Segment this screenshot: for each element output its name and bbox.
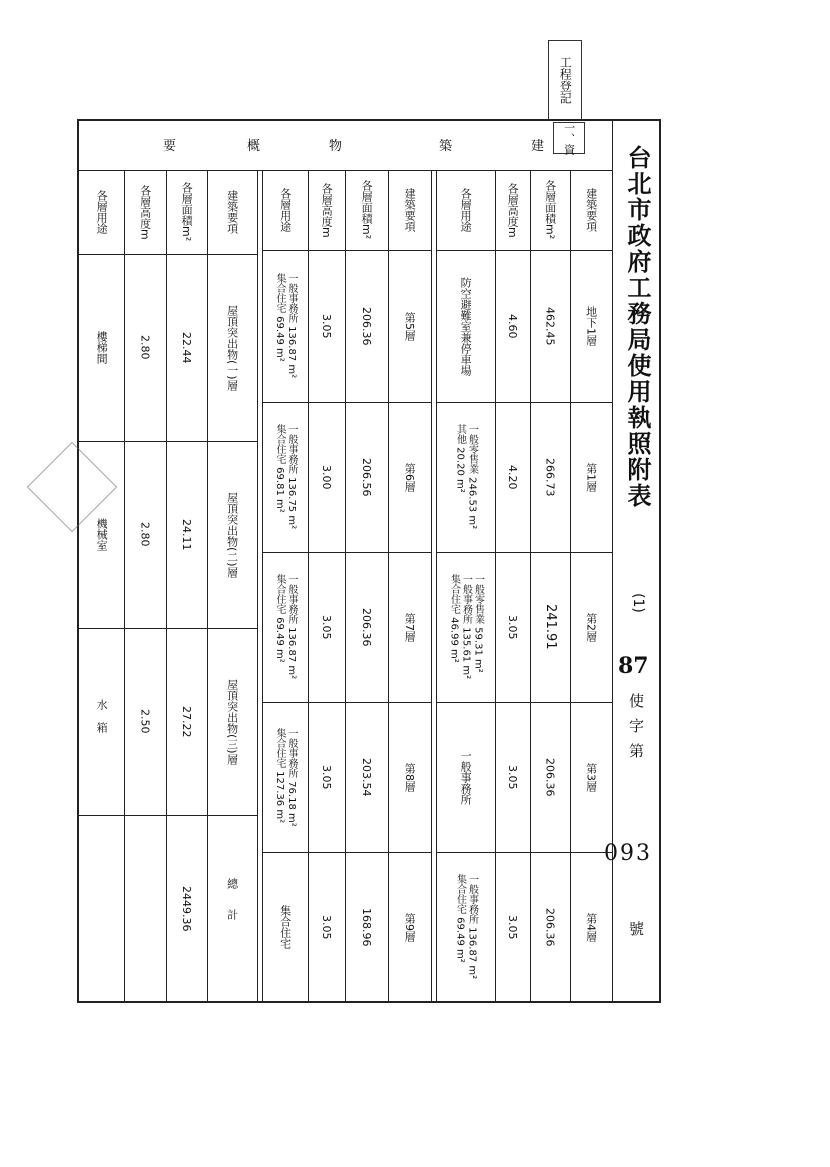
table1-area: 462.45 — [543, 306, 557, 346]
table3-use — [80, 816, 123, 1001]
side-label-char: 要 — [163, 139, 177, 154]
table3-use: 樓梯間 — [95, 331, 109, 364]
table3-area: 22.44 — [180, 331, 194, 364]
table2-label-area: 各層面積m² — [360, 180, 374, 240]
table2-item: 第7層 — [403, 612, 417, 642]
table2-item: 第5層 — [403, 311, 417, 341]
table1-area: 206.36 — [543, 757, 557, 797]
table1-use: 一般事務所 136.87 m² 集合住宅 69.49 m² — [454, 874, 478, 980]
table1-item: 第2層 — [584, 612, 598, 642]
table2-height: 3.05 — [320, 313, 334, 339]
sheet-number: (1) — [629, 593, 646, 613]
table3-item: 屋頂突出物(二)層 — [225, 491, 239, 578]
table1-use: 防空避難室兼停車場 — [459, 276, 473, 376]
table2-area: 206.36 — [360, 607, 374, 647]
table1-item: 第3層 — [584, 762, 598, 792]
side-label-char: 建 — [531, 139, 545, 154]
side-label-char: 概 — [247, 139, 261, 154]
registration-stamp-text: 工程登記 — [558, 56, 573, 104]
table3-item: 屋頂突出物(三)層 — [225, 678, 239, 765]
category-stamp-text: 一、資 — [562, 121, 576, 155]
title-strip — [604, 121, 660, 1001]
table3-area: 2449.36 — [180, 885, 194, 932]
table1-area: 206.36 — [543, 907, 557, 947]
table3-use: 機械室 — [95, 518, 109, 551]
table2-use: 一般事務所 76.18 m² 集合住宅 127.36 m² — [274, 727, 297, 827]
permit-prefix: 使字第 — [627, 693, 645, 768]
table2-item: 第9層 — [403, 912, 417, 942]
table2-area: 206.56 — [360, 457, 374, 497]
table3-label-area: 各層面積m² — [180, 182, 194, 242]
table3-label-height: 各層高度m — [138, 184, 152, 240]
table2-area: 203.54 — [360, 757, 374, 797]
table1-height: 3.05 — [506, 614, 520, 640]
permit-suffix: 號 — [627, 921, 645, 936]
table2-use: 一般事務所 136.87 m² 集合住宅 69.49 m² — [274, 574, 297, 680]
registration-stamp — [548, 40, 582, 120]
table1-use: 一般零售業 246.53 m² 其他 20.20 m² — [454, 424, 478, 530]
table1-height: 3.05 — [506, 764, 520, 790]
table2-item: 第8層 — [403, 762, 417, 792]
table1-item: 第4層 — [584, 912, 598, 942]
table1-label-height: 各層高度m — [506, 182, 520, 238]
table2-height: 3.05 — [320, 764, 334, 790]
table2-area: 206.36 — [360, 306, 374, 346]
table2-label-height: 各層高度m — [320, 182, 334, 238]
table2-height: 3.05 — [320, 914, 334, 940]
table3-label-use: 各層用途 — [95, 190, 109, 234]
side-label-char: 物 — [329, 139, 343, 154]
table1-item: 地下1層 — [584, 306, 598, 346]
table1-area: 241.91 — [542, 604, 558, 650]
table2-height: 3.05 — [320, 614, 334, 640]
table1-area: 266.73 — [543, 457, 557, 497]
table3-area: 27.22 — [180, 705, 194, 738]
permit-number: 093 — [604, 841, 652, 866]
table1-use: 一般事務所 — [459, 749, 473, 805]
table1-item: 第1層 — [584, 462, 598, 492]
table1-label-item: 建築要項 — [584, 188, 598, 232]
table3-height: 2.50 — [138, 709, 152, 734]
table3-label-item: 建築要項 — [225, 190, 239, 234]
table3-area: 24.11 — [180, 518, 194, 551]
table3-item: 總計 — [225, 877, 239, 940]
table1-use: 一般零售業 59.31 m² 一般事務所 135.61 m² 集合住宅 46.99 m² — [448, 574, 484, 680]
table1-height: 4.20 — [506, 464, 520, 490]
table2-height: 3.00 — [320, 464, 334, 490]
table1-label-use: 各層用途 — [459, 188, 473, 232]
table2-label-item: 建築要項 — [403, 188, 417, 232]
table3-height: 2.80 — [138, 522, 152, 547]
table2-use: 集合住宅 — [278, 905, 292, 949]
permit-year: 87 — [618, 653, 649, 679]
page-title: 台北市政府工務局使用執照附表 — [623, 145, 652, 509]
table2-item: 第6層 — [403, 462, 417, 492]
side-label — [79, 121, 612, 169]
table1-label-area: 各層面積m² — [543, 180, 557, 240]
table3-height: 2.80 — [138, 335, 152, 360]
side-label-char: 築 — [439, 139, 453, 154]
table2-use: 一般事務所 136.87 m² 集合住宅 69.49 m² — [274, 273, 297, 379]
table3-height — [125, 816, 165, 1001]
table3-use: 水箱 — [95, 698, 109, 745]
table2-area: 168.96 — [360, 907, 374, 947]
table2-label-use: 各層用途 — [278, 188, 292, 232]
table1-height: 3.05 — [506, 914, 520, 940]
table3-item: 屋頂突出物(一)層 — [225, 304, 239, 391]
table1-height: 4.60 — [506, 313, 520, 339]
table2-use: 一般事務所 136.75 m² 集合住宅 69.81 m² — [274, 424, 297, 530]
